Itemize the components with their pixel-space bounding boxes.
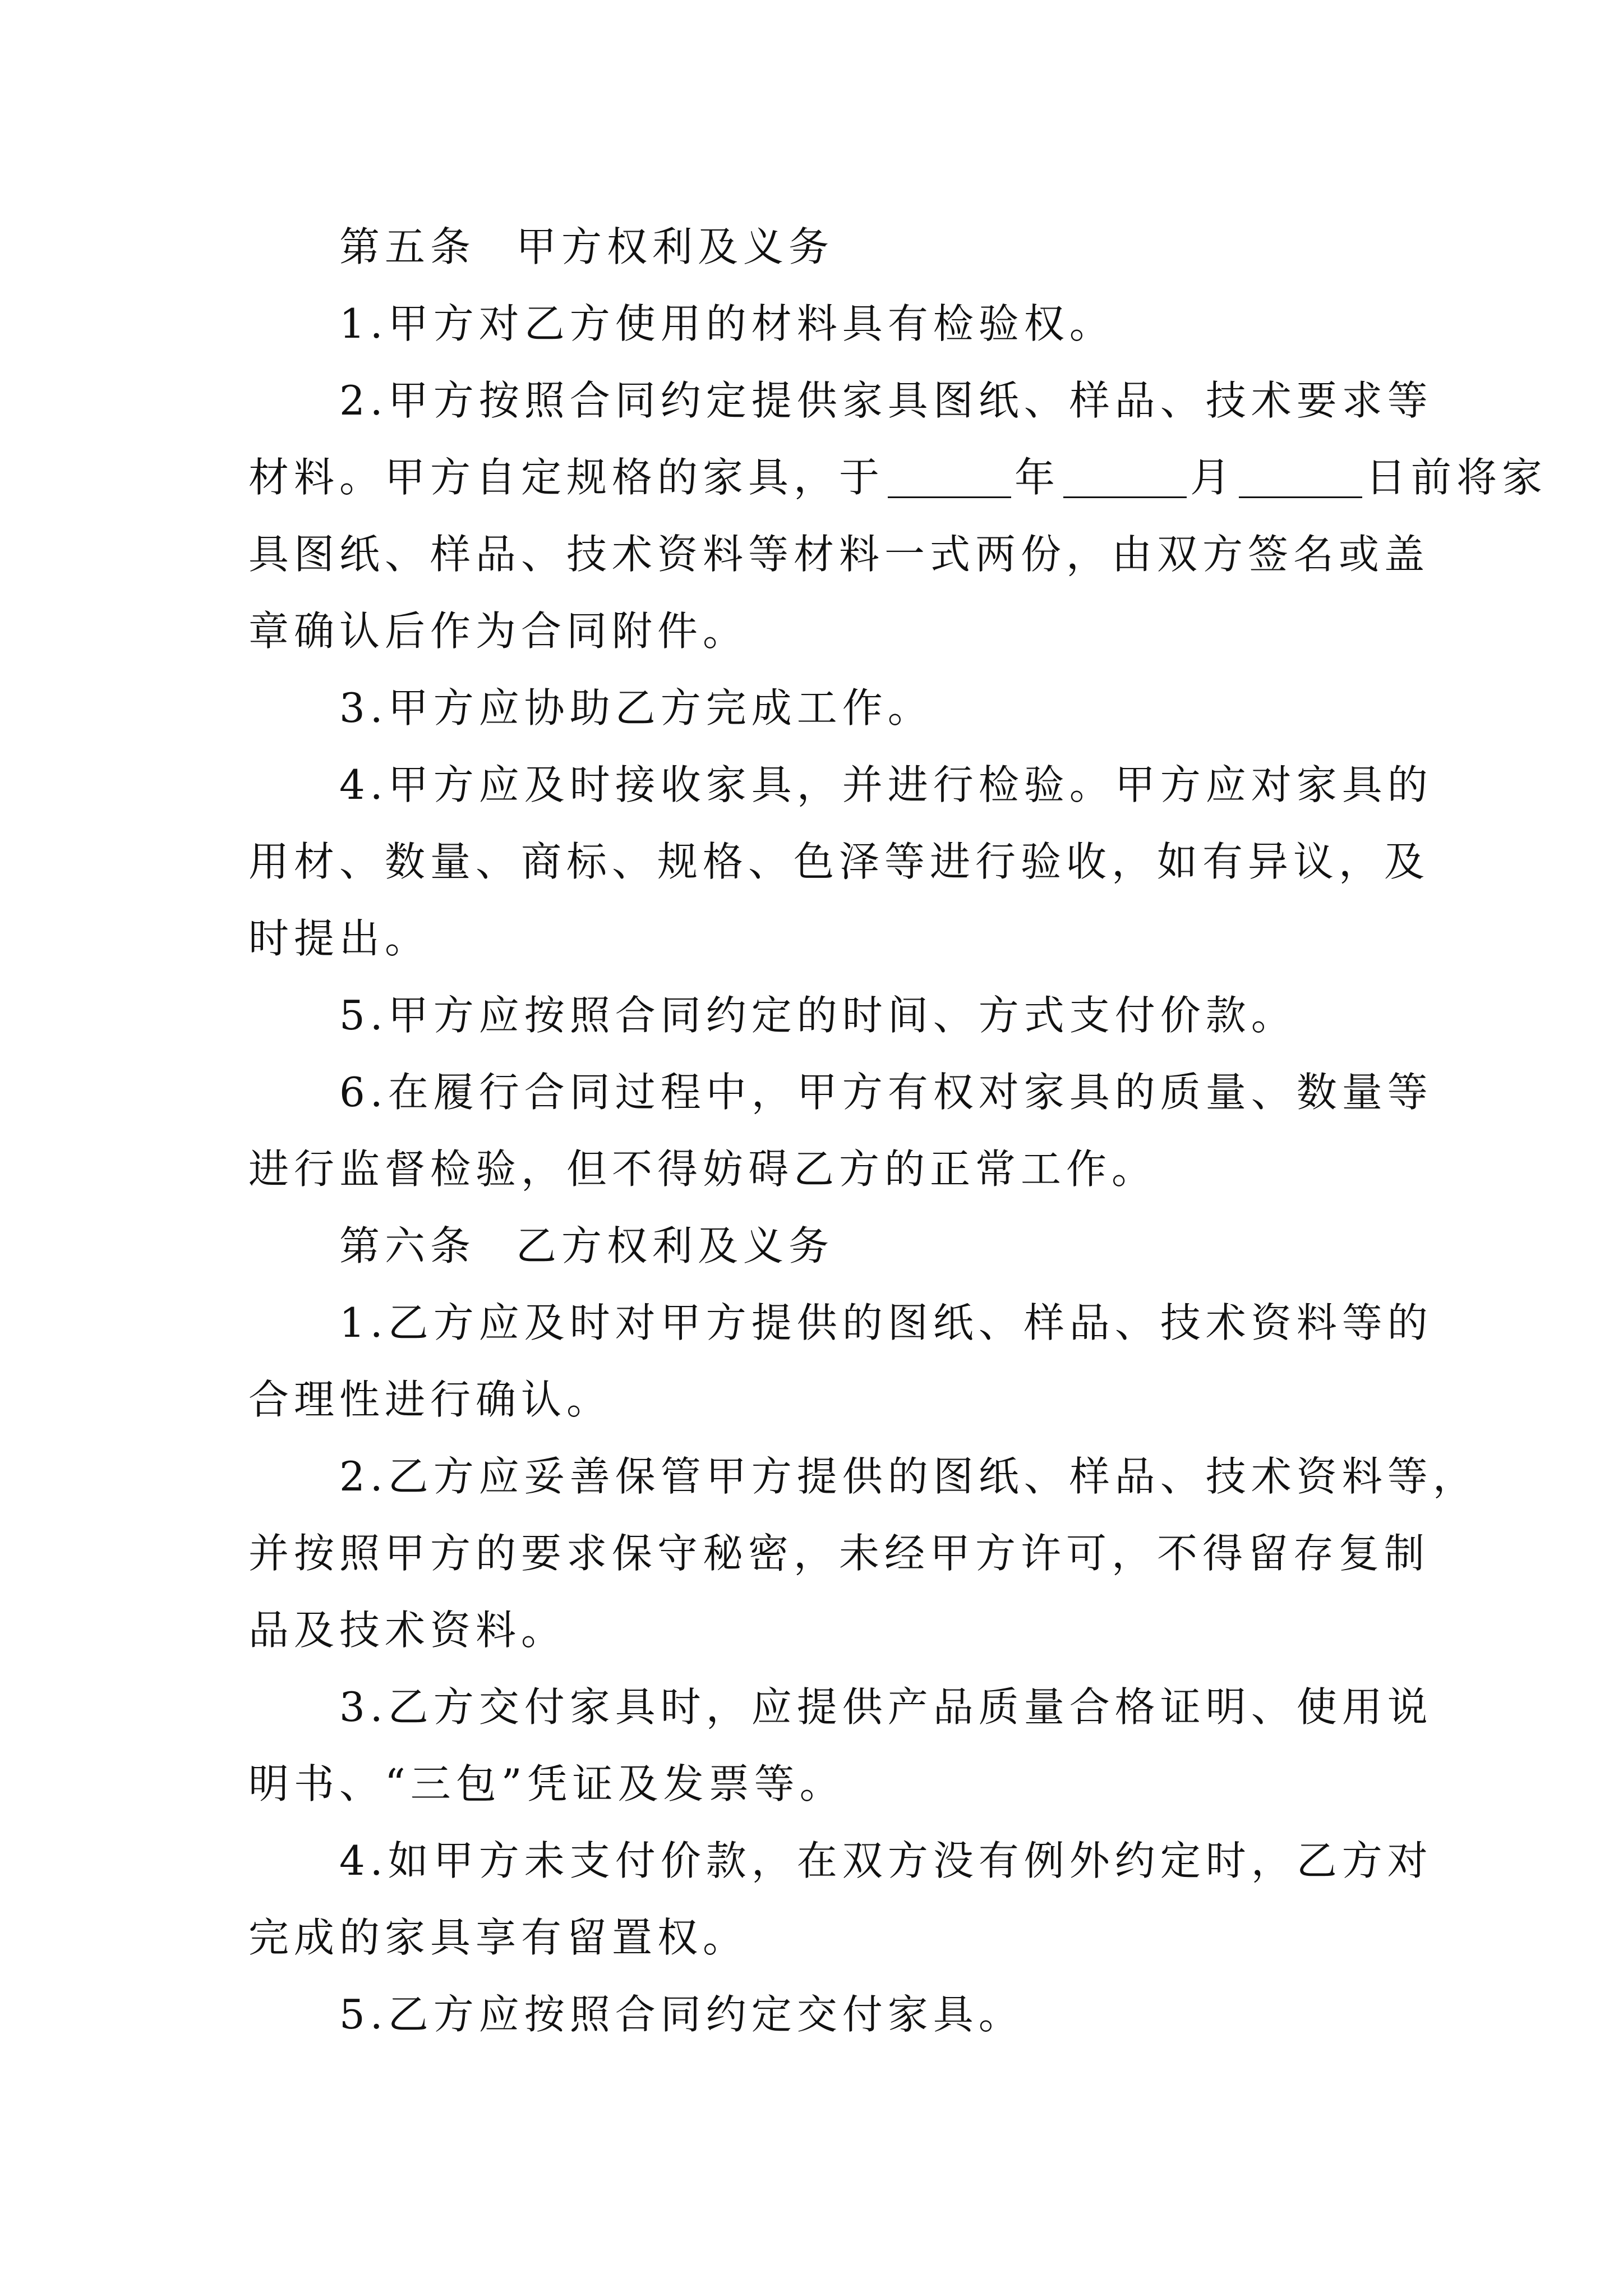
article-6-item-5: 5.乙方应按照合同约定交付家具。	[339, 1991, 1024, 2038]
article-6-item-3-line-2: 明书、“三包”凭证及发票等。	[248, 1760, 845, 1807]
article-5-heading	[248, 209, 1378, 286]
article-5-item-2-line-2: 材料。甲方自定规格的家具，于 年 月 日前将家	[248, 454, 1548, 501]
article-6-item-4-line-1: 4.如甲方未支付价款，在双方没有例外约定时，乙方对	[339, 1837, 1433, 1884]
article-6-item-1-line-2: 合理性进行确认。	[248, 1376, 612, 1423]
article-6-item-4-line-2: 完成的家具享有留置权。	[248, 1914, 749, 1961]
article-6-item-2-line-1: 2.乙方应妥善保管甲方提供的图纸、样品、技术资料等，	[339, 1453, 1478, 1500]
month-blank	[1063, 456, 1187, 498]
day-blank	[1239, 456, 1362, 498]
article-5-item-3: 3.甲方应协助乙方完成工作。	[339, 684, 933, 731]
article-5-item-6-line-2: 进行监督检验，但不得妨碍乙方的正常工作。	[248, 1145, 1158, 1193]
document-page	[248, 209, 1548, 2053]
article-6-heading	[248, 1208, 1378, 1285]
article-5-item-2-line-1: 2.甲方按照合同约定提供家具图纸、样品、技术要求等	[339, 377, 1433, 424]
year-blank	[888, 456, 1011, 498]
article-5-item-5: 5.甲方应按照合同约定的时间、方式支付价款。	[339, 992, 1297, 1039]
article-6-item-3-line-1: 3.乙方交付家具时，应提供产品质量合格证明、使用说	[339, 1683, 1433, 1731]
article-6-item-1-line-1: 1.乙方应及时对甲方提供的图纸、样品、技术资料等的	[339, 1299, 1433, 1346]
article-6-item-2-line-3: 品及技术资料。	[248, 1607, 567, 1654]
article-5-item-4-line-1: 4.甲方应及时接收家具，并进行检验。甲方应对家具的	[339, 761, 1433, 808]
article-6-item-2-line-2: 并按照甲方的要求保守秘密，未经甲方许可，不得留存复制	[248, 1530, 1430, 1577]
article-6-title: 乙方权利及义务	[516, 1222, 834, 1269]
article-5-title: 甲方权利及义务	[516, 223, 834, 270]
article-5-item-2-line-4: 章确认后作为合同附件。	[248, 608, 749, 655]
article-5-item-1: 1.甲方对乙方使用的材料具有检验权。	[339, 300, 1115, 347]
article-5-number: 第五条	[339, 223, 476, 270]
article-5-item-2-line-3: 具图纸、样品、技术资料等材料一式两份，由双方签名或盖	[248, 531, 1430, 578]
article-5-item-4-line-3: 时提出。	[248, 915, 431, 962]
article-5-item-4-line-2: 用材、数量、商标、规格、色泽等进行验收，如有异议，及	[248, 838, 1430, 885]
article-5-item-6-line-1: 6.在履行合同过程中，甲方有权对家具的质量、数量等	[339, 1069, 1433, 1116]
article-6-number: 第六条	[339, 1222, 476, 1269]
